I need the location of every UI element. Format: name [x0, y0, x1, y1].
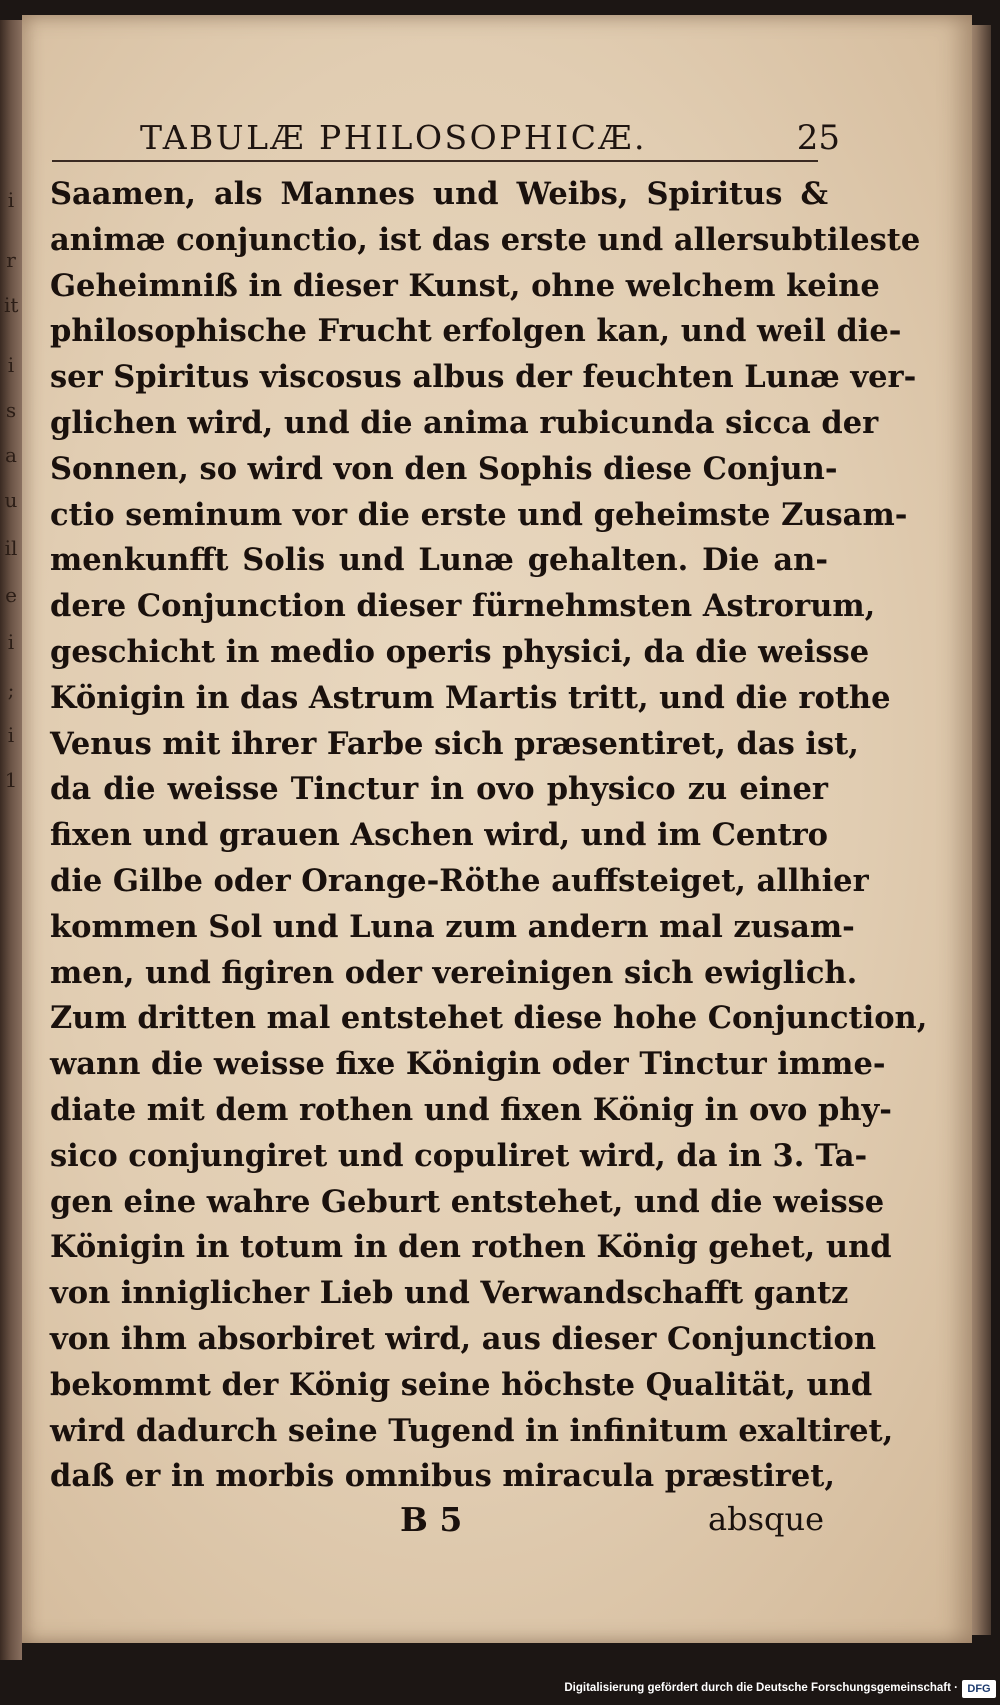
text-line: dere Conjunction dieser fürnehmsten Astrorum,	[50, 588, 876, 625]
text-line: die Gilbe oder Orange-Röthe auffsteiget, allhier	[50, 862, 869, 899]
text-line: Sonnen, so wird von den Sophis diese Conjun-	[50, 450, 838, 487]
text-line: da die weisse Tinctur in ovo physico zu einer	[50, 771, 828, 808]
funding-credit: Digitalisierung gefördert durch die Deutsche Forschungsgemeinschaft ·	[564, 1682, 958, 1694]
text-line: glichen wird, und die anima rubicunda sicca der	[50, 404, 879, 441]
signature-mark: B 5	[400, 1500, 463, 1539]
margin-glyph: i	[7, 630, 15, 654]
margin-glyph: il	[4, 536, 18, 560]
left-page-edge	[0, 20, 22, 1660]
text-line: kommen Sol und Luna zum andern mal zusam-	[50, 908, 855, 945]
margin-glyph: 1	[4, 768, 18, 792]
text-line: von ihm absorbiret wird, aus dieser Conjunction	[50, 1320, 877, 1357]
page-number: 25	[796, 118, 840, 158]
text-line: Geheimniß in dieser Kunst, ohne welchem keine	[50, 267, 880, 304]
text-line: menkunfft Solis und Lunæ gehalten. Die an-	[50, 542, 828, 579]
margin-glyph: s	[5, 398, 17, 422]
running-header	[140, 118, 840, 162]
text-line: wann die weisse fixe Königin oder Tinctur imme-	[50, 1046, 886, 1083]
text-line: Venus mit ihrer Farbe sich præsentiret, das ist,	[50, 725, 859, 762]
running-title: TABULÆ PHILOSOPHICÆ.	[140, 118, 647, 157]
text-line: ctio seminum vor die erste und geheimste Zusam-	[50, 496, 908, 533]
text-line: ser Spiritus viscosus albus der feuchten Lunæ ver-	[50, 359, 917, 396]
margin-glyph: i	[7, 188, 15, 212]
catchword: absque	[708, 1500, 825, 1538]
margin-glyph: a	[5, 443, 17, 467]
margin-glyph: i	[7, 723, 15, 747]
header-rule	[52, 160, 818, 162]
dfg-logo: DFG	[962, 1680, 996, 1698]
text-line: von inniglicher Lieb und Verwandschafft gantz	[50, 1275, 849, 1312]
margin-glyph: e	[5, 583, 17, 607]
text-line: diate mit dem rothen und fixen König in ovo phy-	[50, 1091, 892, 1128]
text-line: men, und figiren oder vereinigen sich ewiglich.	[50, 954, 858, 991]
text-line: Zum dritten mal entstehet diese hohe Conjunction,	[50, 1000, 928, 1037]
text-line: bekommt der König seine höchste Qualität, und	[50, 1366, 873, 1403]
text-line: geschicht in medio operis physici, da die weisse	[50, 633, 870, 670]
text-line: fixen und grauen Aschen wird, und im Centro	[50, 817, 828, 854]
margin-glyph: i	[7, 353, 15, 377]
text-line: animæ conjunctio, ist das erste und allersubtileste	[50, 221, 921, 258]
text-line: gen eine wahre Geburt entstehet, und die weisse	[50, 1183, 885, 1220]
margin-glyph: u	[4, 488, 18, 512]
text-line: wird dadurch seine Tugend in infinitum exaltiret,	[50, 1412, 894, 1449]
text-line: daß er in morbis omnibus miracula præstiret,	[50, 1458, 835, 1495]
text-line: Saamen, als Mannes und Weibs, Spiritus &	[50, 176, 828, 212]
text-line: Königin in totum in den rothen König gehet, und	[50, 1229, 892, 1266]
text-line: Königin in das Astrum Martis tritt, und die rothe	[50, 679, 891, 716]
margin-glyph: r	[6, 248, 16, 272]
margin-glyph: it	[4, 293, 19, 317]
text-line: sico conjungiret und copuliret wird, da in 3. Ta-	[50, 1137, 868, 1174]
body-text	[50, 172, 928, 1500]
margin-glyph: ;	[7, 678, 15, 702]
text-line: philosophische Frucht erfolgen kan, und weil die-	[50, 313, 902, 350]
